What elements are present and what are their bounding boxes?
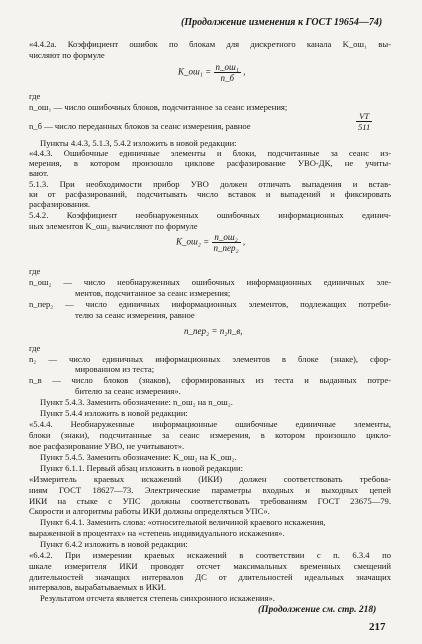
text-line: n_ош₁ — число ошибочных блоков, подсчитанное за сеанс измерения; bbox=[29, 102, 288, 112]
text-line: n₂ — число единичных информационных элементов в блоке (знаке), сфор- bbox=[29, 354, 391, 364]
text-line: ных элементов K_ош₂ вычисляют по формуле bbox=[29, 221, 198, 231]
text-line: «6.4.2. При измерении краевых искажений в соответствии с п. 6.3.4 по bbox=[29, 550, 391, 560]
text-line: ки от расфазирований, подсчитывать число вставок и выпадений и фиксировать bbox=[29, 189, 391, 199]
text-line: Пункт 5.4.5. Заменить обозначение: K_ош₂ на K_ош₂. bbox=[40, 452, 237, 462]
formula-1-lhs: K_ош₁ = bbox=[178, 66, 212, 77]
text-line: вое расфазирование УВО, не учитывают». bbox=[29, 441, 185, 451]
formula-1-tail: , bbox=[243, 66, 246, 77]
formula-4: n_пер₂ = n₂n_в, bbox=[184, 326, 243, 336]
formula-3-denominator: n_пер₂ bbox=[213, 243, 239, 253]
formula-1 bbox=[178, 62, 245, 83]
formula-3-numerator: n_ош₂ bbox=[212, 232, 241, 243]
text-line: «4.4.3. Ошибочные единичные элементы и блоки, подсчитанные за сеанс из- bbox=[29, 148, 391, 158]
text-line: n_пер₂ — число единичных информационных элементов, подлежащих потреби- bbox=[29, 299, 391, 309]
text-line: Пункт 5.4.4 изложить в новой редакции: bbox=[40, 408, 188, 418]
formula-2-fraction bbox=[356, 111, 372, 132]
text-line: Результатом отсчета является степень синхронного искажения». bbox=[40, 593, 275, 603]
text-line: расфазирования. bbox=[29, 199, 91, 209]
text-line: телю за сеанс измерения, равное bbox=[75, 310, 195, 320]
text-line: n_в — число блоков (знаков), сформированных из теста и выданных потре- bbox=[29, 375, 391, 385]
page-number: 217 bbox=[369, 621, 386, 633]
formula-1-numerator: n_ош₁ bbox=[215, 62, 239, 72]
text-line: где bbox=[29, 91, 41, 101]
text-line: «5.4.4. Необнаруженные информационные ошибочные единичные элементы, bbox=[29, 419, 391, 429]
text-line: Пункт 5.4.3. Заменить обозначение: n_ош₂ на n_ош₂. bbox=[40, 397, 233, 407]
text-line: «Измеритель краевых искажений (ИКИ) должен соответствовать требова- bbox=[29, 474, 391, 484]
formula-2-numerator: VT bbox=[356, 111, 372, 122]
formula-1-fraction bbox=[214, 62, 241, 83]
text-line: числяют по формуле bbox=[29, 50, 105, 60]
text-line: шкале измерителя ИКИ проводят отсчет максимальных временных смещений bbox=[29, 561, 391, 571]
text-line: «4.4.2а. Коэффициент ошибок по блокам для дискретного канала K_ош₁ вы- bbox=[29, 39, 391, 49]
text-line: ИКИ на стыке с УПС должны соответствовать требованиям ГОСТ 23675—79. bbox=[29, 496, 391, 506]
text-line: Пункты 4.4.3, 5.1.3, 5.4.2 изложить в новой редакции: bbox=[40, 138, 237, 148]
continuation-note: (Продолжение см. стр. 218) bbox=[258, 605, 377, 615]
text-line: Пункт 6.4.1. Заменить слова: «относительной величиной краевого искажения, bbox=[40, 517, 326, 527]
running-header: (Продолжение изменения к ГОСТ 19654—74) bbox=[181, 17, 383, 28]
formula-3-lhs: K_ош₂ = bbox=[176, 236, 210, 247]
text-line: интервалов, вырабатываемых в ИКИ. bbox=[29, 582, 167, 592]
text-line: бителю за сеанс измерения». bbox=[75, 386, 181, 396]
text-line: n_ош₂ — число необнаруженных ошибочных информационных единичных эле- bbox=[29, 277, 391, 287]
text-line: n_б — число переданных блоков за сеанс измерения, равное bbox=[29, 121, 251, 131]
formula-3 bbox=[176, 232, 245, 253]
text-line: выраженной в процентах» на «степень индивидуального искажения». bbox=[29, 528, 285, 538]
text-line: где bbox=[29, 266, 41, 276]
text-line: Пункт 6.4.2 изложить в новой редакции: bbox=[40, 539, 188, 549]
text-line: 5.1.3. При необходимости прибор УВО должен отличать выпадения и встав- bbox=[29, 179, 391, 189]
text-line: мерения, в котором произошло циклове расфазирование УВО-ДК, не учиты- bbox=[29, 158, 391, 168]
text-line: Пункт 6.1.1. Первый абзац изложить в новой редакции: bbox=[40, 463, 244, 473]
text-line: вают. bbox=[29, 168, 49, 178]
text-line: длительностей значащих интервалов ДС от длительностей идеальных значащих bbox=[29, 572, 391, 582]
text-line: блоки (знаки), подсчитанные за сеанс измерения, в котором произошло цикло- bbox=[29, 430, 391, 440]
formula-1-denominator: n_б bbox=[220, 73, 234, 83]
text-line: ментов, подсчитанное за сеанс измерения; bbox=[75, 288, 231, 298]
formula-2-denominator: 511 bbox=[358, 122, 371, 132]
formula-3-fraction bbox=[212, 232, 241, 253]
text-line: где bbox=[29, 343, 41, 353]
text-line: Скорости и алгоритмы работы ИКИ должны определяться УПС». bbox=[29, 506, 270, 516]
text-line: 5.4.2. Коэффициент необнаруженных ошибочных информационных единич- bbox=[29, 210, 391, 220]
formula-3-tail: , bbox=[242, 236, 246, 247]
text-line: мированном из теста; bbox=[75, 364, 155, 374]
formula-2 bbox=[356, 111, 372, 132]
text-line: ниям ГОСТ 18627—73. Электрические параметры входных и выходных цепей bbox=[29, 485, 391, 495]
